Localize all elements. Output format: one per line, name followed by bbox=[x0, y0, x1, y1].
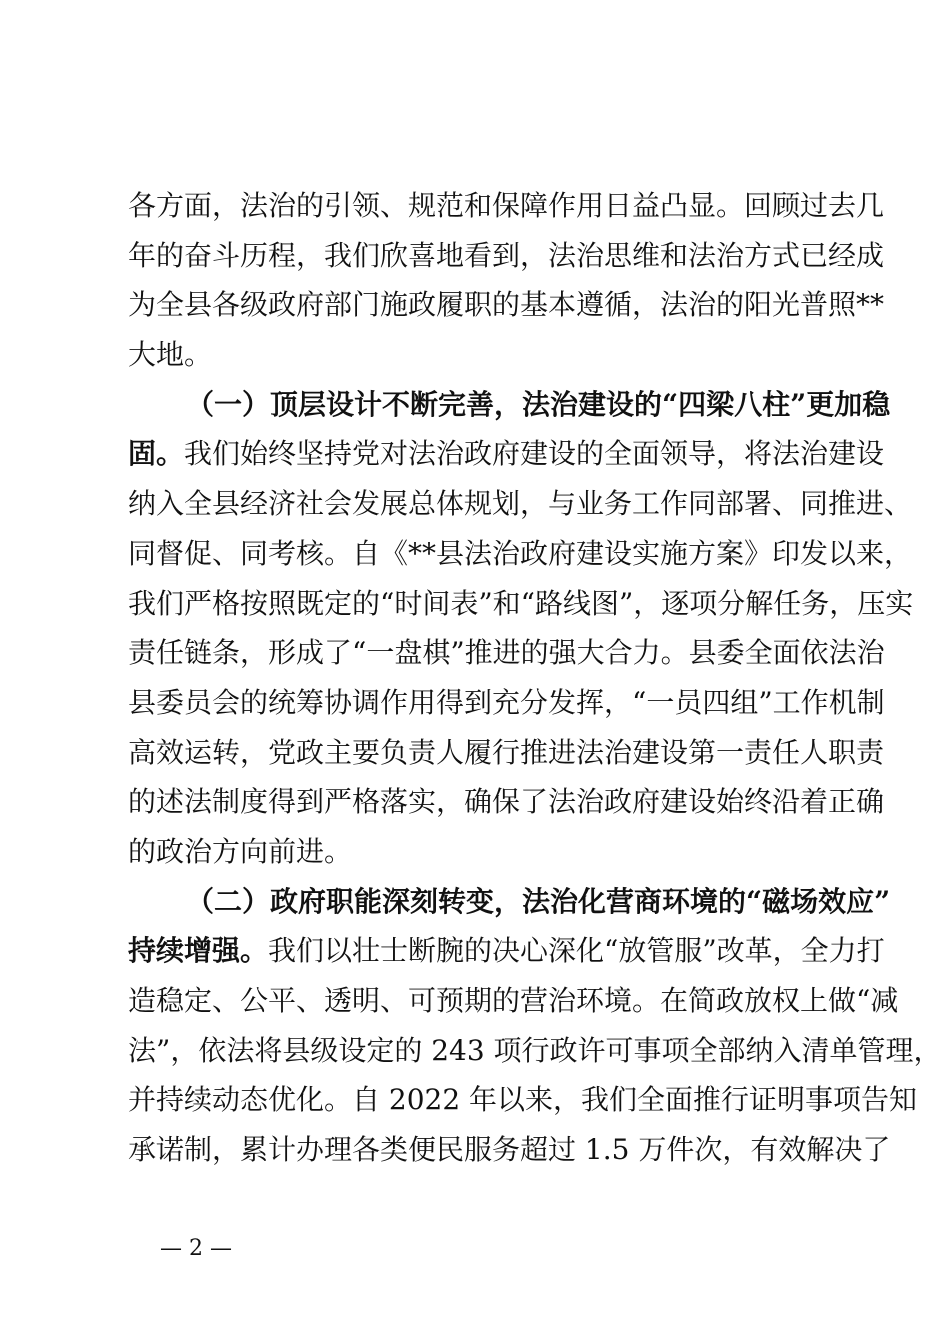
text-line bbox=[128, 1075, 918, 1125]
text-line bbox=[128, 827, 833, 877]
body-text: 我们始终坚持党对法治政府建设的全面领导，将法治建设 bbox=[184, 437, 885, 471]
text-line bbox=[128, 728, 885, 778]
text-line bbox=[128, 529, 913, 579]
bold-heading-text: （二）政府职能深刻转变，法治化营商环境的“磁场效应” bbox=[186, 884, 891, 918]
page-number: — 2 — bbox=[160, 1236, 232, 1261]
body-text: 年的奋斗历程，我们欣喜地看到，法治思维和法治方式已经成 bbox=[128, 238, 885, 272]
body-text: 各方面，法治的引领、规范和保障作用日益凸显。回顾过去几 bbox=[128, 189, 885, 222]
text-line bbox=[128, 976, 899, 1026]
body-text: 县委员会的统筹协调作用得到充分发挥，“一员四组”工作机制 bbox=[128, 685, 885, 719]
text-line bbox=[128, 231, 885, 281]
body-text: 法”，依法将县级设定的 243 项行政许可事项全部纳入清单管理， bbox=[128, 1033, 942, 1067]
text-line bbox=[128, 579, 914, 629]
text-line bbox=[128, 1125, 891, 1175]
body-text: 造稳定、公平、透明、可预期的营治环境。在简政放权上做“减 bbox=[128, 984, 899, 1017]
document-body bbox=[128, 181, 942, 1175]
body-text: 为全县各级政府部门施政履职的基本遵循，法治的阳光普照** bbox=[128, 288, 885, 322]
body-text: 我们以壮士断腕的决心深化“放管服”改革，全力打 bbox=[268, 934, 885, 968]
text-line bbox=[128, 628, 885, 678]
body-text: 高效运转，党政主要负责人履行推进法治建设第一责任人职责 bbox=[128, 735, 885, 769]
bold-heading-text: （一）顶层设计不断完善，法治建设的“四梁八柱”更加稳 bbox=[186, 387, 891, 421]
text-line bbox=[128, 330, 833, 380]
text-line bbox=[128, 926, 885, 976]
body-text: 的述法制度得到严格落实，确保了法治政府建设始终沿着正确 bbox=[128, 785, 885, 819]
body-text: 并持续动态优化。自 2022 年以来，我们全面推行证明事项告知 bbox=[128, 1083, 918, 1117]
text-line bbox=[128, 280, 885, 330]
body-text: 纳入全县经济社会发展总体规划，与业务工作同部署、同推进、 bbox=[128, 487, 913, 521]
text-line bbox=[128, 877, 891, 927]
text-line bbox=[128, 380, 891, 430]
bold-heading-text: 持续增强。 bbox=[128, 934, 269, 968]
text-line bbox=[128, 678, 885, 728]
text-line bbox=[128, 181, 885, 231]
text-line bbox=[128, 429, 885, 479]
body-text: 的政治方向前进。 bbox=[128, 834, 353, 868]
text-line bbox=[128, 777, 885, 827]
body-text: 我们严格按照既定的“时间表”和“路线图”，逐项分解任务，压实 bbox=[128, 586, 914, 620]
text-line bbox=[128, 1026, 942, 1076]
bold-heading-text: 固。 bbox=[128, 437, 185, 471]
body-text: 责任链条，形成了“一盘棋”推进的强大合力。县委全面依法治 bbox=[128, 636, 885, 670]
body-text: 大地。 bbox=[128, 338, 213, 372]
text-line bbox=[128, 479, 913, 529]
body-text: 同督促、同考核。自《**县法治政府建设实施方案》印发以来， bbox=[128, 536, 913, 570]
body-text: 承诺制，累计办理各类便民服务超过 1.5 万件次，有效解决了 bbox=[128, 1133, 891, 1167]
